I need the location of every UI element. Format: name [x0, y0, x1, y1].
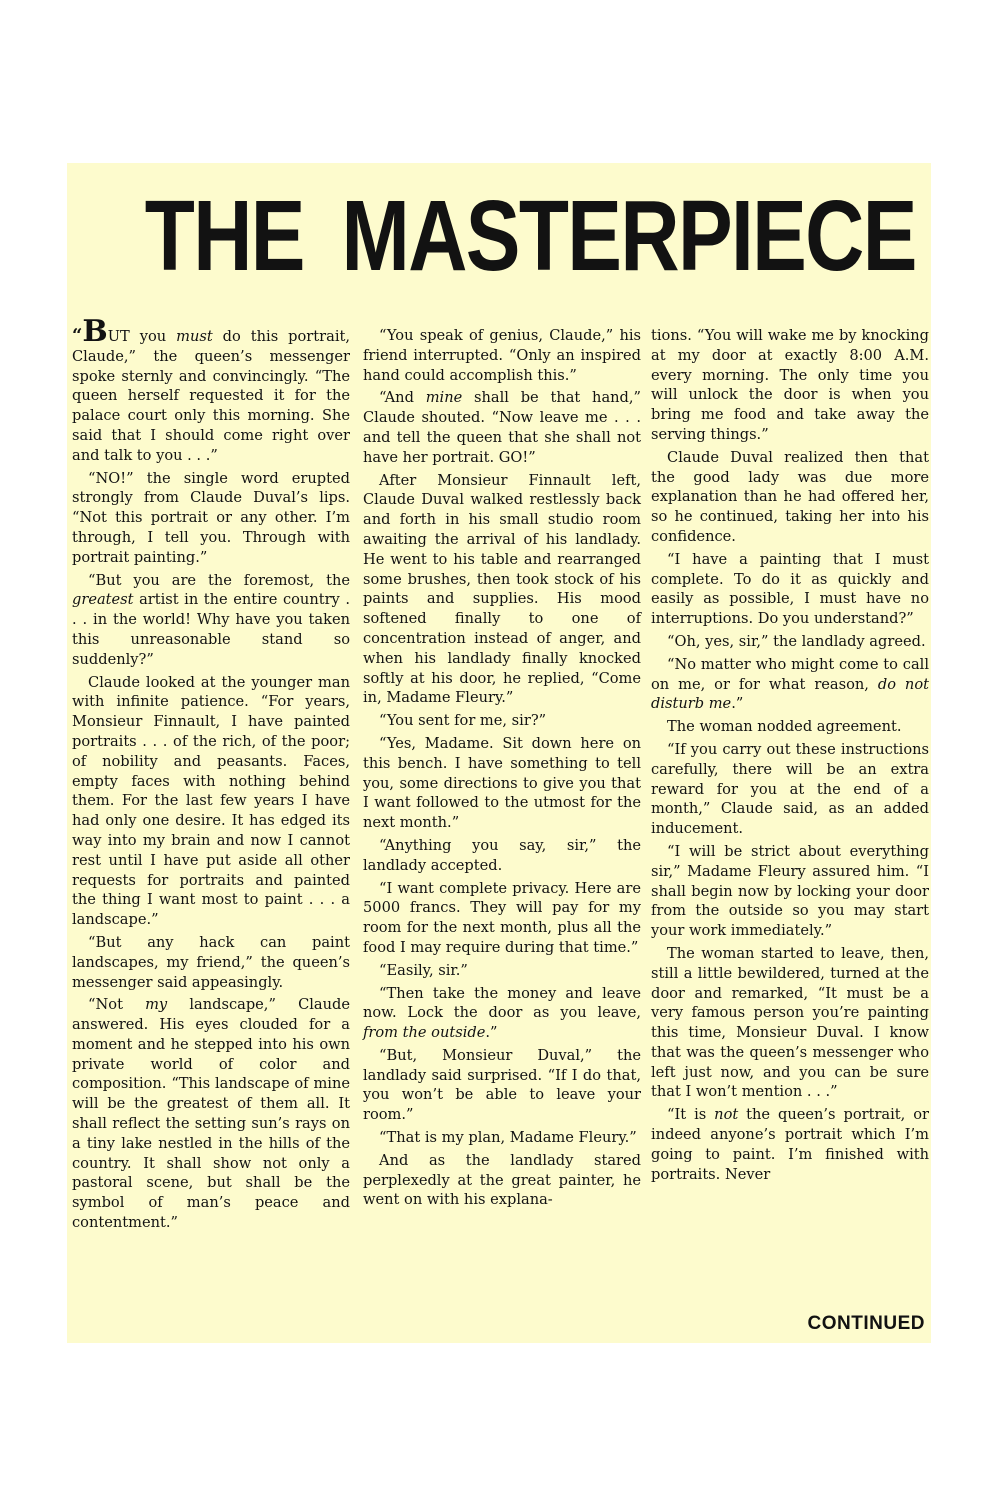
story-paragraph: [363, 879, 641, 958]
emphasis-text: not: [714, 1106, 739, 1124]
story-paragraph: [651, 842, 929, 941]
paragraph-text: tions. “You will wake me by knocking at my door at exactly 8:00 A.M. every morning. The only time you will unlock the door is when you bring me food and take away the serving things.”: [651, 327, 929, 443]
paragraph-text: The woman nodded agreement.: [667, 718, 902, 736]
paragraph-text: “I will be strict about everything sir,” Madame Fleury assured him. “I shall begin now by locking your door from the outside so you may start your work immediately.”: [651, 842, 929, 940]
emphasis-text: mine: [425, 389, 463, 407]
paragraph-text: “Easily, sir.”: [379, 961, 468, 979]
story-paragraph: [651, 326, 929, 445]
story-paragraph: [651, 740, 929, 839]
paragraph-text: “Oh, yes, sir,” the landlady agreed.: [667, 632, 926, 650]
paragraph-text: shall be that hand,” Claude shouted. “Now leave me . . . and tell the queen that she shall not have her portrait. GO!”: [363, 389, 641, 466]
paragraph-text: And as the landlady stared perplexedly at the great painter, he went on with his explana-: [363, 1151, 641, 1209]
emphasis-text: do not disturb me: [651, 675, 929, 713]
paragraph-text: The woman started to leave, then, still a little bewildered, turned at the door and remarked, “It must be a very famous person you’re painting this time, Monsieur Duval. I know that was the queen’s messenger who left just now, and you can be sure that I won’t mention . . .”: [651, 944, 929, 1101]
paragraph-text: After Monsieur Finnault left, Claude Duval walked restlessly back and forth in his small studio room awaiting the arrival of his landlady. He went to his table and rearranged some brushes, then took stock of his paints and supplies. His mood softened finally to one of concentration instead of anger, and when his landlady finally knocked softly at his door, he replied, “Come in, Madame Fleury.”: [363, 471, 641, 707]
emphasis-text: from the outside: [363, 1024, 486, 1042]
paragraph-text: “You speak of genius, Claude,” his friend interrupted. “Only an inspired hand could accomplish this.”: [363, 327, 641, 384]
story-paragraph: [363, 711, 641, 731]
paragraph-text: Claude Duval realized then that the good lady was due more explanation than he had offered her, so he continued, taking her into his confidence.: [651, 448, 929, 545]
story-paragraph: [363, 836, 641, 876]
paragraph-text: “But any hack can paint landscapes, my friend,” the queen’s messenger said appeasingly.: [72, 933, 350, 991]
story-paragraph: [72, 995, 350, 1233]
continued-label: CONTINUED: [807, 1313, 925, 1334]
story-paragraph: [363, 1151, 641, 1210]
story-paragraph: [363, 984, 641, 1043]
paragraph-text: “If you carry out these instructions carefully, there will be an extra reward for you at the end of a month,” Claude said, as an added inducement.: [651, 740, 929, 838]
emphasis-text: my: [145, 996, 168, 1014]
paragraph-text: “Not: [88, 996, 146, 1014]
story-paragraph: [72, 314, 350, 466]
text-column-3: [651, 326, 929, 1184]
paragraph-text: do this portrait, Claude,” the queen’s messenger spoke sternly and convincingly. “The queen herself requested it for the palace court only this morning. She said that I should come right over and talk to you . . .”: [72, 328, 350, 464]
paragraph-text: the queen’s portrait, or indeed anyone’s portrait which I’m going to paint. I’m finished with portraits. Never: [651, 1106, 929, 1183]
drop-quote: “: [72, 325, 83, 346]
story-paragraph: [363, 1128, 641, 1148]
paragraph-text: “I want complete privacy. Here are 5000 francs. They will pay for my room for the next month, plus all the food I may require during that time.”: [363, 879, 641, 956]
paragraph-text: “But, Monsieur Duval,” the landlady said surprised. “If I do that, you won’t be able to leave your room.”: [363, 1046, 641, 1124]
emphasis-text: greatest: [72, 591, 134, 609]
title-word-the: THE: [144, 180, 304, 292]
story-paragraph: [363, 1046, 641, 1125]
paragraph-text: “I have a painting that I must complete. To do it as quickly and easily as possible, I must have no interruptions. Do you understand?”: [651, 550, 929, 628]
paragraph-text: “And: [379, 389, 426, 407]
paragraph-text: “Anything you say, sir,” the landlady accepted.: [363, 836, 641, 874]
story-paragraph: [651, 632, 929, 652]
paragraph-text: “No matter who might come to call on me, or for what reason,: [651, 655, 929, 693]
story-paragraph: [363, 326, 641, 385]
emphasis-text: must: [176, 328, 213, 345]
paragraph-text: “But you are the foremost, the: [88, 571, 350, 589]
paragraph-text: .”: [485, 1024, 498, 1042]
paragraph-text: UT you: [107, 328, 177, 345]
story-panel: [67, 163, 931, 1343]
text-column-1: [72, 314, 350, 1233]
paragraph-text: .”: [731, 695, 744, 713]
story-paragraph: [651, 944, 929, 1102]
paragraph-text: “Yes, Madame. Sit down here on this bench. I have something to tell you, some directions to give you that I want followed to the utmost for the next month.”: [363, 734, 641, 832]
story-paragraph: [651, 717, 929, 737]
story-paragraph: [72, 571, 350, 670]
story-paragraph: [651, 448, 929, 547]
paragraph-text: “Then take the money and leave now. Lock the door as you leave,: [363, 984, 641, 1022]
story-paragraph: [363, 388, 641, 467]
story-paragraph: [363, 471, 641, 709]
paragraph-text: “That is my plan, Madame Fleury.”: [379, 1129, 637, 1147]
paragraph-text: Claude looked at the younger man with infinite patience. “For years, Monsieur Finnault, I have painted portraits . . . of the rich, of the poor; of nobility and peasants. Faces, empty faces with nothing behind them. For the last few years I have had only one desire. It has edged its way into my brain and now I cannot rest until I have put aside all other requests for portraits and painted the thing I want most to paint . . . a landscape.”: [72, 673, 350, 929]
paragraph-text: landscape,” Claude answered. His eyes clouded for a moment and he stepped into his own private world of color and composition. “This landscape of mine will be the greatest of them all. It shall reflect the setting sun’s rays on a tiny lake nestled in the hills of the country. It shall show not only a pastoral scene, but shall be the symbol of man’s peace and contentment.”: [72, 996, 350, 1232]
title-word-masterpiece: MASTERPIECE: [341, 180, 916, 292]
story-paragraph: [72, 933, 350, 992]
story-paragraph: [72, 469, 350, 568]
paragraph-text: artist in the entire country . . . in the world! Why have you taken this unreasonable stand so suddenly?”: [72, 591, 350, 668]
story-paragraph: [651, 1105, 929, 1184]
story-paragraph: [72, 673, 350, 930]
text-column-2: [363, 326, 641, 1210]
paragraph-text: “NO!” the single word erupted strongly from Claude Duval’s lips. “Not this portrait or any other. I’m through, I tell you. Through with portrait painting.”: [72, 469, 350, 566]
story-paragraph: [363, 961, 641, 981]
story-paragraph: [651, 655, 929, 714]
story-paragraph: [651, 550, 929, 629]
drop-cap: B: [82, 314, 108, 349]
story-paragraph: [363, 734, 641, 833]
story-title: [144, 171, 916, 301]
paragraph-text: “You sent for me, sir?”: [379, 712, 547, 730]
paragraph-text: “It is: [667, 1106, 715, 1124]
